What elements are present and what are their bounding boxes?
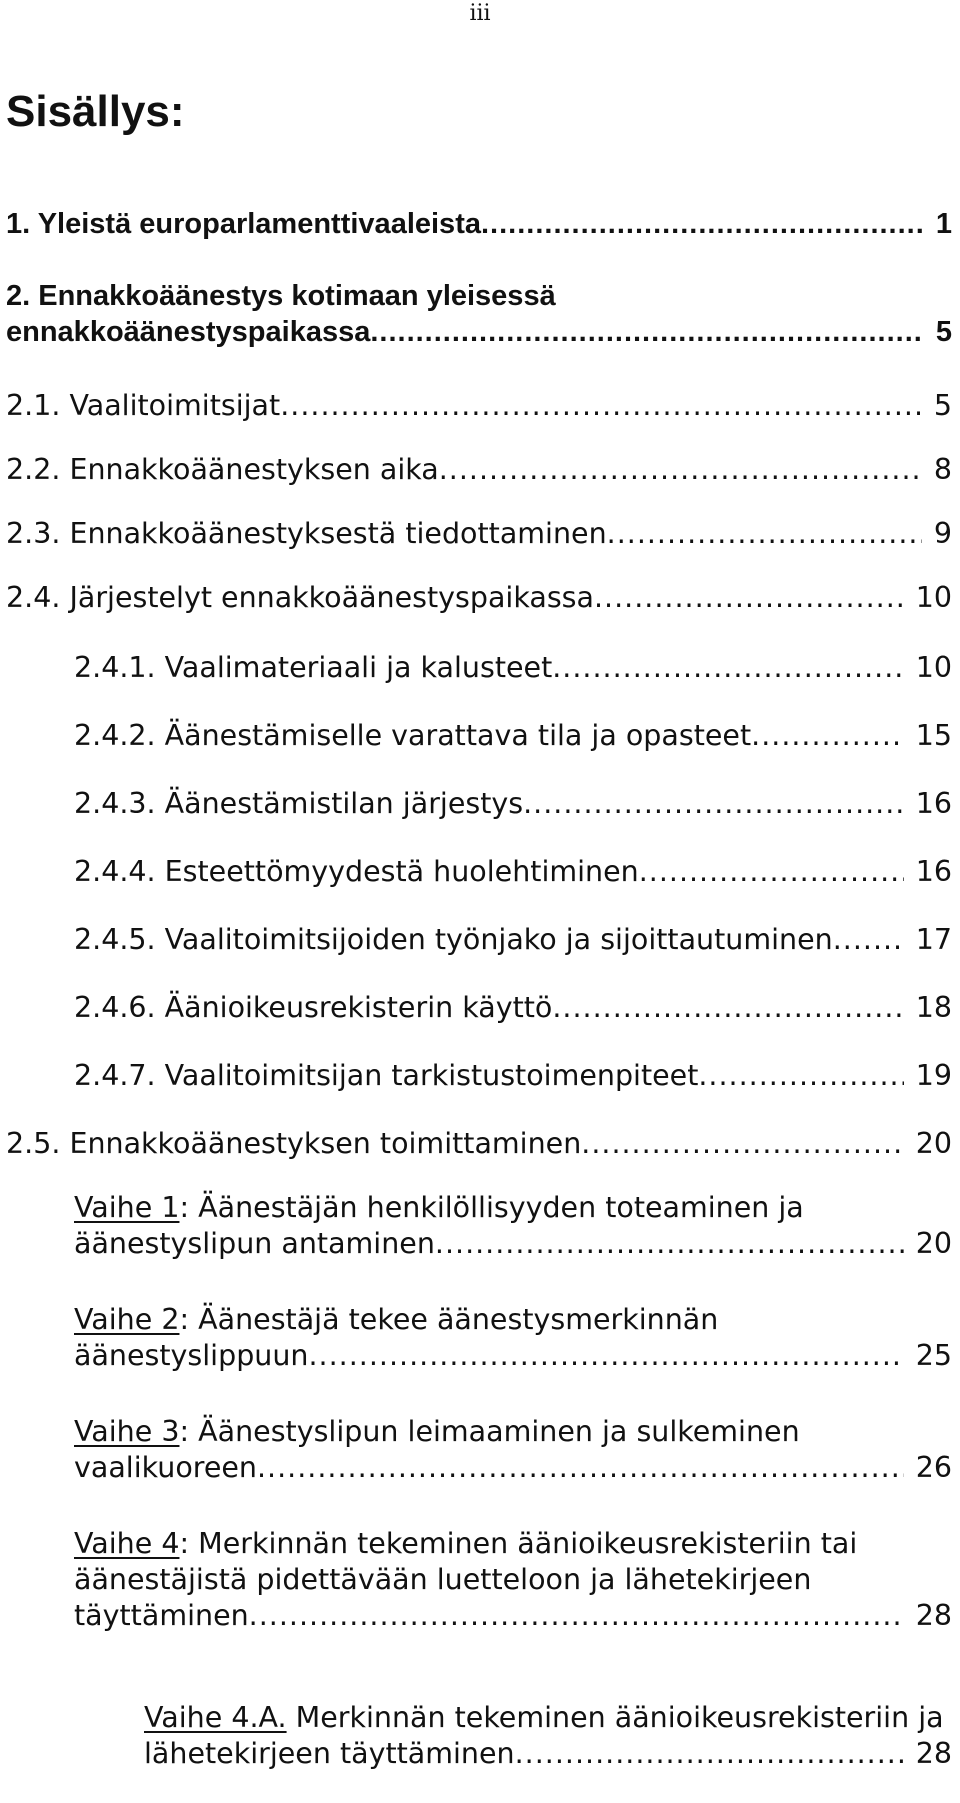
toc-entry-title-continued: äänestyslippuun	[74, 1339, 309, 1372]
leader-dots	[833, 922, 904, 958]
toc-entry-title: 2.4.1. Vaalimateriaali ja kalusteet	[74, 651, 553, 684]
toc-entry[interactable]	[6, 1126, 952, 1162]
leader-dots	[308, 1338, 903, 1374]
toc-entry[interactable]	[74, 786, 952, 822]
toc-entry-title-continued: täyttäminen	[74, 1599, 249, 1632]
toc-entry-title: 2.1. Vaalitoimitsijat	[6, 389, 281, 422]
toc-entry[interactable]	[74, 718, 952, 754]
toc-entry-title: 2.4.3. Äänestämistilan järjestys	[74, 787, 524, 820]
leader-dots	[639, 854, 904, 890]
leader-dots	[698, 1058, 903, 1094]
toc-entry-page: 17	[915, 923, 952, 956]
toc-entry-title: 2.3. Ennakkoäänestyksestä tiedottaminen	[6, 517, 607, 550]
toc-entry-title: 2.5. Ennakkoäänestyksen toimittaminen	[6, 1127, 582, 1160]
toc-entry-title: : Merkinnän tekeminen äänioikeusrekisteriin tai	[179, 1527, 858, 1560]
toc-entry[interactable]	[74, 922, 952, 958]
toc-entry-title-continued: vaalikuoreen	[74, 1451, 257, 1484]
toc-entry[interactable]	[6, 452, 952, 488]
toc-entry-title-continued: lähetekirjeen täyttäminen	[144, 1737, 515, 1770]
toc-entry-page: 20	[915, 1227, 952, 1260]
leader-dots	[594, 580, 904, 616]
leader-dots	[751, 718, 904, 754]
toc-entry[interactable]	[144, 1700, 952, 1772]
toc-entry-title: : Äänestäjän henkilöllisyyden toteaminen ja	[179, 1191, 804, 1224]
toc-entry-page: 28	[915, 1599, 952, 1632]
step-label: Vaihe 3	[74, 1415, 180, 1448]
leader-dots	[257, 1450, 904, 1486]
toc-entry-title: 2.4.6. Äänioikeusrekisterin käyttö	[74, 991, 553, 1024]
toc-entry[interactable]	[74, 990, 952, 1026]
toc-entry[interactable]	[6, 516, 952, 552]
toc-entry[interactable]	[74, 1190, 952, 1262]
toc-entry-page: 10	[915, 581, 952, 614]
toc-entry-page: 16	[915, 855, 952, 888]
toc-entry-page: 25	[915, 1339, 952, 1372]
toc-entry-page: 8	[933, 453, 952, 486]
toc-entry[interactable]	[74, 1058, 952, 1094]
leader-dots	[435, 1226, 904, 1262]
toc-entry-title: 2. Ennakkoäänestys kotimaan yleisessä	[6, 280, 556, 312]
toc-entry[interactable]	[74, 1526, 952, 1634]
leader-dots	[581, 1126, 903, 1162]
toc-entry-page: 18	[915, 991, 952, 1024]
leader-dots	[552, 650, 903, 686]
toc-entry-page: 28	[915, 1737, 952, 1770]
toc-entry-title: : Äänestyslipun leimaaminen ja sulkeminen	[179, 1415, 800, 1448]
toc-entry-title: 2.4.7. Vaalitoimitsijan tarkistustoimenpiteet	[74, 1059, 699, 1092]
toc-entry[interactable]	[74, 1414, 952, 1486]
leader-dots	[370, 314, 924, 350]
toc-entry-title: 2.2. Ennakkoäänestyksen aika	[6, 453, 439, 486]
step-label: Vaihe 1	[74, 1191, 180, 1224]
toc-entry-title: Merkinnän tekeminen äänioikeusrekisteriin ja	[286, 1701, 944, 1734]
toc-entry[interactable]	[74, 1302, 952, 1374]
step-label: Vaihe 2	[74, 1303, 180, 1336]
toc-entry[interactable]	[74, 650, 952, 686]
toc-entry-page: 16	[915, 787, 952, 820]
leader-dots	[481, 206, 924, 242]
page-number: iii	[469, 1, 491, 26]
toc-entry[interactable]	[6, 580, 952, 616]
toc-entry-page: 5	[933, 389, 952, 422]
leader-dots	[552, 990, 903, 1026]
toc-entry-page: 15	[915, 719, 952, 752]
toc-entry-page: 9	[933, 517, 952, 550]
toc-entry[interactable]	[6, 388, 952, 424]
toc-entry-page: 26	[915, 1451, 952, 1484]
leader-dots	[439, 452, 922, 488]
toc-title: Sisällys:	[6, 87, 185, 136]
toc-entry-page: 1	[935, 208, 952, 240]
leader-dots	[523, 786, 904, 822]
toc-entry[interactable]	[6, 278, 952, 350]
toc-entry-title: 1. Yleistä europarlamenttivaaleista	[6, 208, 481, 240]
toc-entry-title: 2.4.5. Vaalitoimitsijoiden työnjako ja sijoittautuminen	[74, 923, 833, 956]
toc-entry-page: 19	[915, 1059, 952, 1092]
toc-entry-page: 5	[935, 316, 952, 348]
toc-entry-title: 2.4. Järjestelyt ennakkoäänestyspaikassa	[6, 581, 594, 614]
leader-dots	[515, 1736, 904, 1772]
step-label: Vaihe 4	[74, 1527, 180, 1560]
toc-entry-title-continued: ennakkoäänestyspaikassa	[6, 316, 371, 348]
toc-entry[interactable]	[6, 206, 952, 242]
toc-entry-title: : Äänestäjä tekee äänestysmerkinnän	[179, 1303, 719, 1336]
toc-entry-title: 2.4.4. Esteettömyydestä huolehtiminen	[74, 855, 639, 888]
leader-dots	[607, 516, 922, 552]
leader-dots	[249, 1598, 904, 1634]
toc-entry-title-continued: äänestyslipun antaminen	[74, 1227, 435, 1260]
toc-entry-title-continued: äänestäjistä pidettävään luetteloon ja lähetekirjeen	[74, 1563, 812, 1596]
leader-dots	[280, 388, 922, 424]
toc-entry-page: 20	[915, 1127, 952, 1160]
toc-entry[interactable]	[74, 854, 952, 890]
toc-entry-page: 10	[915, 651, 952, 684]
toc-entry-title: 2.4.2. Äänestämiselle varattava tila ja opasteet	[74, 719, 752, 752]
step-label: Vaihe 4.A.	[144, 1701, 287, 1734]
